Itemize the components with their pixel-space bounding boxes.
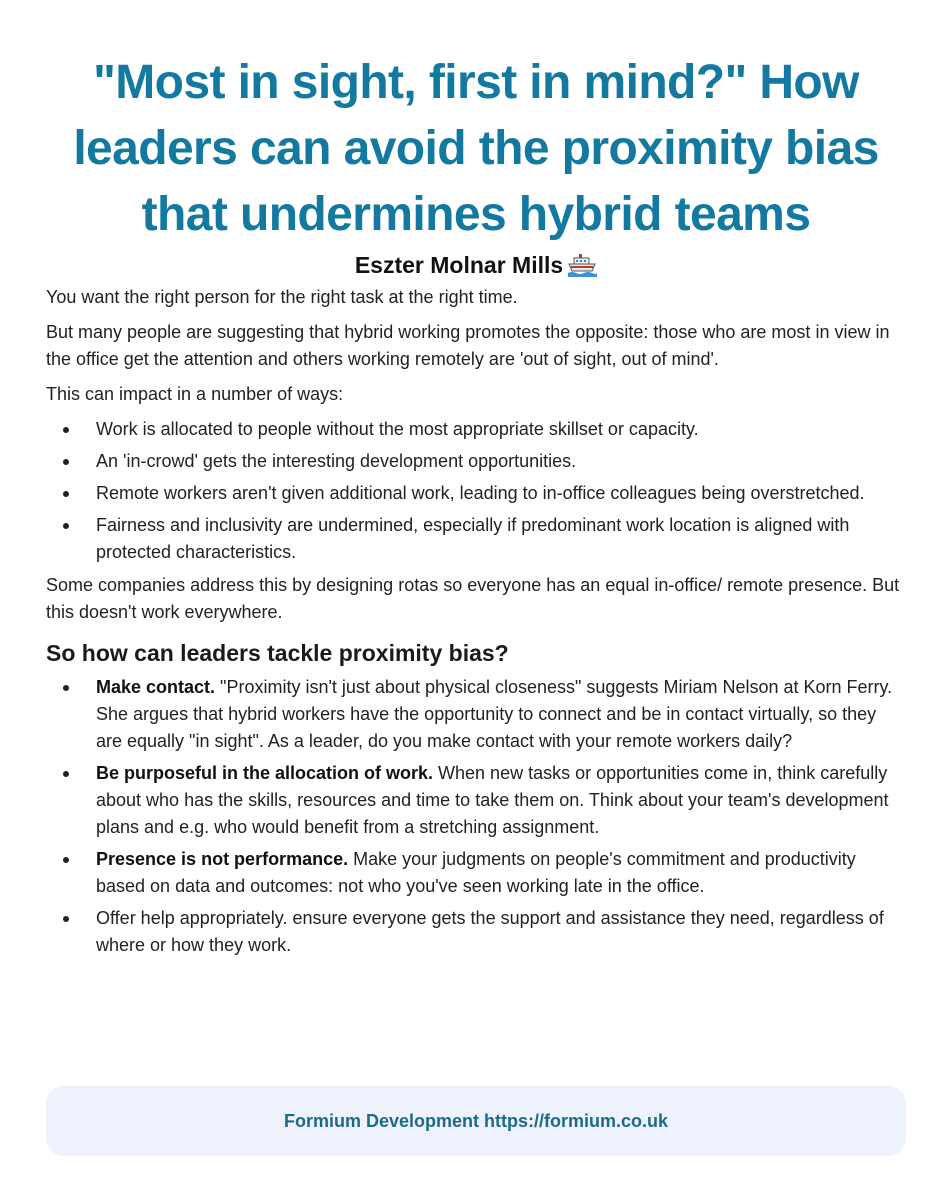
tip-text: "Proximity isn't just about physical closeness" suggests Miriam Nelson at Korn Ferry. She argues that hybrid workers have the opportunity to connect and be in contact virtually, so they are equally "in sight". As a leader, do you make contact with your remote workers daily? — [96, 677, 893, 751]
footer-link[interactable]: Formium Development https://formium.co.uk — [283, 1110, 669, 1131]
list-item — [96, 846, 906, 900]
tip-text: Make your judgments on people's commitment and productivity based on data and outcomes: not who you've seen working late in the office. — [96, 849, 856, 896]
list-item: Remote workers aren't given additional work, leading to in-office colleagues being overstretched. — [96, 480, 906, 507]
tip-text: Offer help appropriately. ensure everyone gets the support and assistance they need, regardless of where or how they work. — [96, 908, 884, 955]
bullet-icon — [63, 857, 69, 863]
bullet-icon — [63, 491, 69, 497]
bullet-icon — [63, 771, 69, 777]
tip-title: Be purposeful in the allocation of work. — [96, 763, 434, 783]
rotas-paragraph: Some companies address this by designing rotas so everyone has an equal in-office/ remote presence. But this doesn't work everywhere. — [46, 575, 900, 622]
bullet-icon — [63, 459, 69, 465]
bullet-icon — [63, 523, 69, 529]
bullet-icon — [63, 685, 69, 691]
footer-banner — [46, 1086, 906, 1156]
bullet-icon — [63, 427, 69, 433]
bullet-icon — [63, 916, 69, 922]
intro-paragraph: This can impact in a number of ways: — [46, 384, 344, 404]
list-item — [96, 905, 906, 959]
list-item: An 'in-crowd' gets the interesting development opportunities. — [96, 448, 906, 475]
tip-title: Make contact. — [96, 677, 216, 697]
tip-text: When new tasks or opportunities come in, think carefully about who has the skills, resources and time to take them on. Think about your team's development plans and e.g. who would benefit from a stretching assignment. — [96, 763, 889, 837]
impact-list — [46, 416, 906, 566]
intro-paragraph: You want the right person for the right task at the right time. — [46, 287, 518, 307]
ship-icon — [567, 253, 597, 284]
list-item — [96, 760, 906, 841]
list-item: Work is allocated to people without the most appropriate skillset or capacity. — [96, 416, 906, 443]
page-title: "Most in sight, first in mind?" How leaders can avoid the proximity bias that undermines hybrid teams — [73, 56, 879, 241]
intro-paragraph: But many people are suggesting that hybrid working promotes the opposite: those who are most in view in the office get the attention and others working remotely are 'out of sight, out of mind'. — [46, 322, 890, 369]
tips-list — [46, 674, 906, 959]
section-heading: So how can leaders tackle proximity bias? — [46, 640, 509, 666]
author-name: Eszter Molnar Mills — [354, 252, 564, 278]
article-body — [46, 284, 906, 959]
list-item — [96, 674, 906, 755]
author-line — [46, 250, 906, 284]
list-item: Fairness and inclusivity are undermined, especially if predominant work location is aligned with protected characteristics. — [96, 512, 906, 566]
tip-title: Presence is not performance. — [96, 849, 349, 869]
